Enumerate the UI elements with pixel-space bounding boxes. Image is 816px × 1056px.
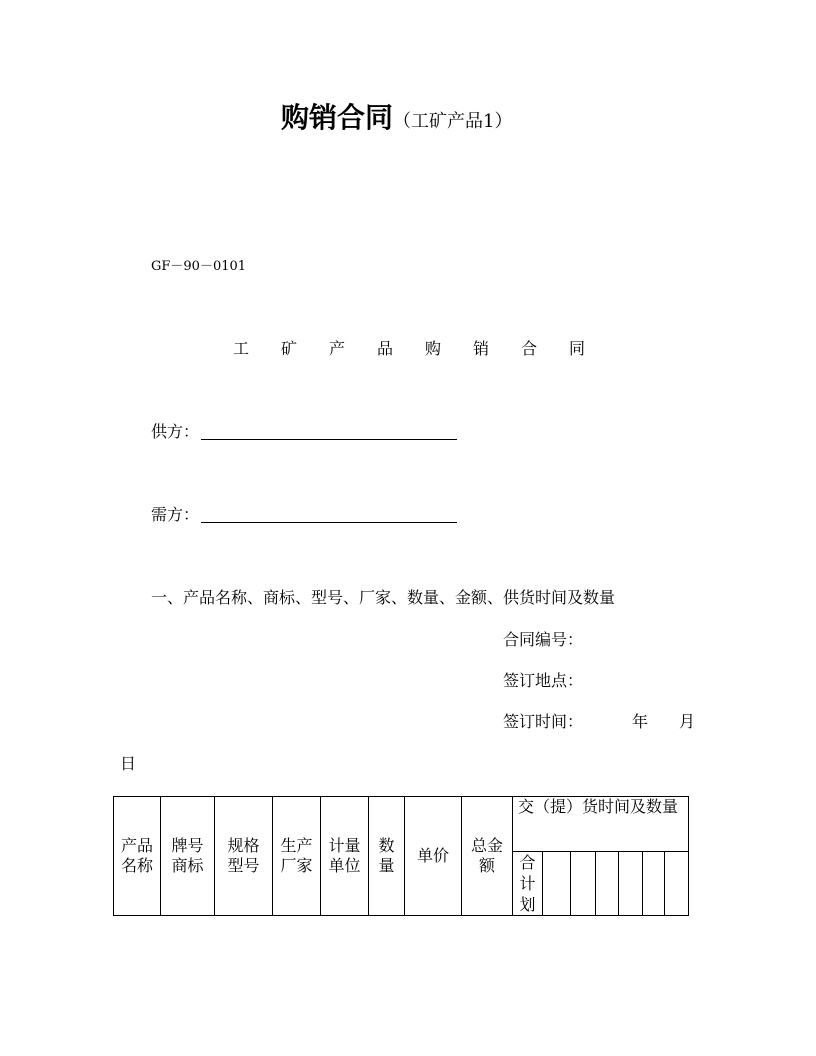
schedule-cell <box>643 852 665 916</box>
month-label: 月 <box>679 712 696 731</box>
schedule-cell <box>665 852 689 916</box>
supplier-label: 供方： <box>151 422 200 441</box>
header-total-amount <box>462 797 513 916</box>
header-line: 数 <box>378 836 395 855</box>
buyer-fill-line <box>201 522 457 523</box>
header-brand <box>161 797 215 916</box>
schedule-cell <box>596 852 619 916</box>
header-line: 总金 <box>470 836 503 855</box>
day-label: 日 <box>120 754 137 773</box>
header-line: 单价 <box>416 846 449 865</box>
header-manufacturer <box>273 797 321 916</box>
signing-place-label: 签订地点： <box>503 671 584 690</box>
header-line: 产品 <box>120 836 153 855</box>
header-product-name <box>114 797 161 916</box>
header-line: 规格 <box>227 836 260 855</box>
header-line: 单位 <box>328 856 361 875</box>
header-line: 商标 <box>171 856 204 875</box>
table-header-row <box>114 797 689 852</box>
header-plan-total <box>513 852 543 916</box>
header-line: 计量 <box>328 836 361 855</box>
supplier-fill-line <box>201 439 457 440</box>
contract-heading: 工矿产品购销合同 <box>233 339 618 358</box>
document-title-main: 购销合同 <box>281 101 394 134</box>
schedule-cell <box>619 852 643 916</box>
header-unit-price <box>405 797 462 916</box>
header-line: 名称 <box>120 856 153 875</box>
document-title-sub: （工矿产品1） <box>393 111 513 132</box>
header-unit <box>321 797 369 916</box>
document-title <box>281 98 512 142</box>
header-line: 量 <box>378 856 395 875</box>
header-line: 厂家 <box>280 856 313 875</box>
plan-total-text: 合计划 <box>519 853 536 914</box>
header-delivery-schedule: 交（提）货时间及数量 <box>513 797 689 852</box>
schedule-cell <box>543 852 571 916</box>
schedule-cell <box>571 852 596 916</box>
signing-time-label: 签订时间： <box>503 712 584 731</box>
header-spec-model <box>215 797 273 916</box>
header-line: 型号 <box>227 856 260 875</box>
header-line: 生产 <box>280 836 313 855</box>
section-1-title: 一、产品名称、商标、型号、厂家、数量、金额、供货时间及数量 <box>151 588 616 607</box>
buyer-label: 需方： <box>151 505 200 524</box>
contract-number-label: 合同编号： <box>503 630 584 649</box>
year-label: 年 <box>632 712 649 731</box>
form-code: GF－90－0101 <box>151 259 247 274</box>
header-quantity <box>369 797 405 916</box>
goods-table <box>113 796 689 916</box>
header-line: 额 <box>478 856 495 875</box>
header-line: 牌号 <box>171 836 204 855</box>
